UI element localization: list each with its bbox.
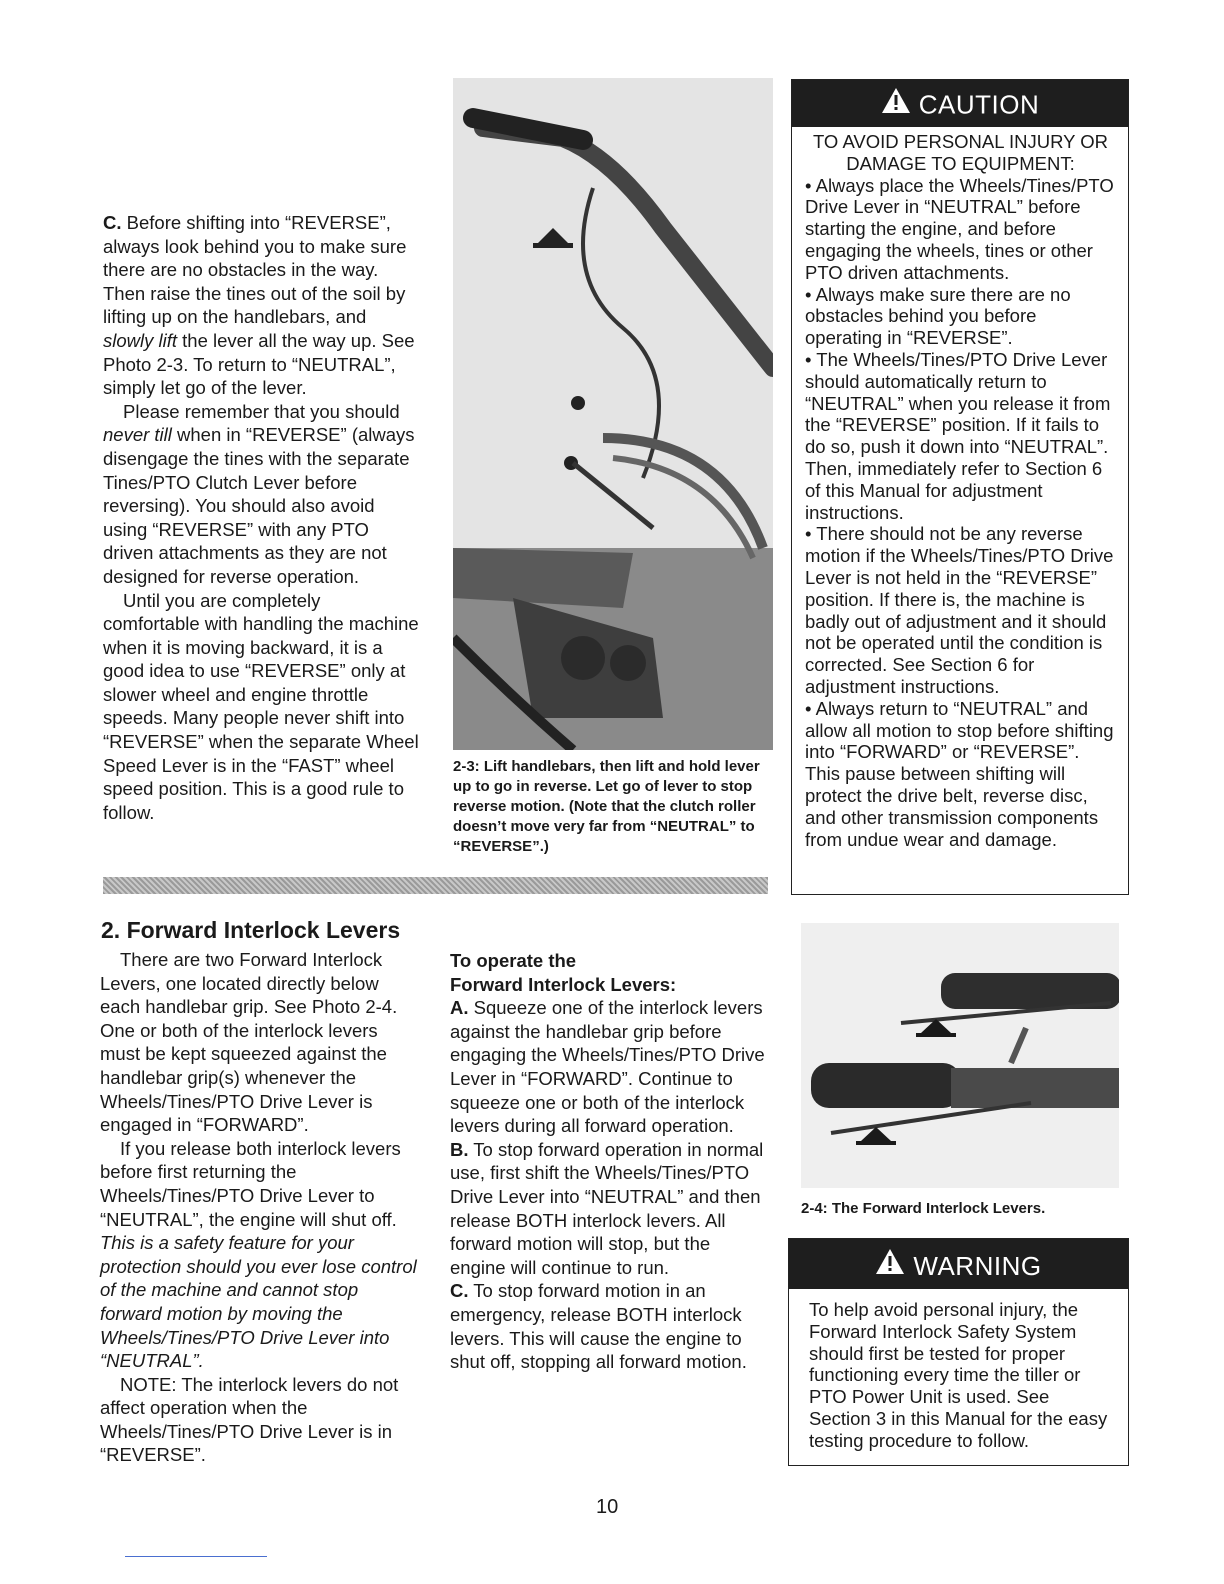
section-c-para-1: C. Before shifting into “REVERSE”, always look behind you to make sure there are no obstacles in the way. Then raise the tines out of the soil by lifting up on the handlebars, and slowly lift the lever all the way up. See Photo 2-3. To return to “NEUTRAL”, simply let go of the lever. [103, 212, 415, 399]
caution-bullet: • Always return to “NEUTRAL” and allow all motion to stop before shifting into “FORWARD” or “REVERSE”. This pause between shifting will protect the drive belt, reverse disc, and other transmission components from undue wear and damage. [805, 697, 1114, 850]
caution-title: CAUTION [918, 89, 1040, 120]
section-2-heading: 2. Forward Interlock Levers [101, 917, 401, 943]
interlock-levers-illustration [801, 923, 1119, 1188]
section-divider [103, 877, 768, 894]
photo-2-4-caption: 2-4: The Forward Interlock Levers. [801, 1200, 1046, 1217]
section-2-text [100, 948, 418, 1467]
caution-bullet: • The Wheels/Tines/PTO Drive Lever should automatically return to “NEUTRAL” when you release it from the “REVERSE” position. If it fails to do so, push it down into “NEUTRAL”. Then, immediately refer to Section 6 of this Manual for adjustment instructions. [805, 348, 1111, 523]
warning-title: WARNING [913, 1251, 1042, 1282]
section-c-text [103, 211, 421, 824]
operate-step-c: C. To stop forward motion in an emergency, release BOTH interlock levers. This will cause the engine to shut off, stopping all forward motion. [450, 1280, 747, 1373]
photo-2-3 [453, 78, 773, 750]
footer-rule [125, 1556, 267, 1557]
caution-bullet: • There should not be any reverse motion if the Wheels/Tines/PTO Drive Lever is not held in the “REVERSE” position. If there is, the machine is badly out of adjustment and it should not be operated until the condition is corrected. See Section 6 for adjustment instructions. [805, 523, 1114, 697]
caution-bullet: • Always make sure there are no obstacles behind you before operating in “REVERSE”. [805, 283, 1071, 349]
photo-2-3-caption: 2-3: Lift handlebars, then lift and hold lever up to go in reverse. Let go of lever to stop reverse motion. (Note that the clutch roller doesn’t move very far from “NEUTRAL” to “REVERSE”.) [453, 758, 760, 855]
photo-2-4 [801, 923, 1119, 1188]
warning-body [789, 1289, 1128, 1452]
page-number: 10 [596, 1496, 619, 1518]
warning-box [788, 1238, 1129, 1466]
warning-text: To help avoid personal injury, the Forward Interlock Safety System should first be tested for proper functioning every time the tiller or PTO Power Unit is used. See Section 3 in this Manual for the easy testing procedure to follow. [809, 1299, 1108, 1451]
operate-step-b: B. To stop forward operation in normal use, first shift the Wheels/Tines/PTO Drive Lever into “NEUTRAL” and then release BOTH interlock levers. All forward motion will stop, but the engine will continue to run. [450, 1138, 764, 1278]
section-2-para-2: If you release both interlock levers before first returning the Wheels/Tines/PTO Drive Lever to “NEUTRAL”, the engine will shut off. This is a safety feature for your protection should you ever lose control of the machine and cannot stop forward motion by moving the Wheels/Tines/PTO Drive Lever into “NEUTRAL”. [100, 1137, 417, 1372]
section-2-para-3: NOTE: The interlock levers do not affect operation when the Wheels/Tines/PTO Drive Lever is in “REVERSE”. [100, 1373, 399, 1466]
tiller-handlebar-illustration [453, 78, 773, 750]
step-label: C. [103, 212, 122, 233]
operate-text [450, 949, 770, 1374]
operate-step-a: A. Squeeze one of the interlock levers against the handlebar grip before engaging the Wheels/Tines/PTO Drive Lever in “FORWARD”. Continue to squeeze one or both of the interlock levers during all forward operation. [450, 997, 765, 1137]
warning-triangle-icon [875, 1241, 905, 1291]
caution-intro: TO AVOID PERSONAL INJURY OR DAMAGE TO EQUIPMENT: [812, 131, 1109, 174]
caution-body [792, 127, 1128, 850]
warning-triangle-icon [881, 82, 911, 129]
section-c-para-3: Until you are completely comfortable with handling the machine when it is moving backward, it is a good idea to use “REVERSE” only at slower wheel and engine throttle speeds. Many people never shift into “REVERSE” when the separate Wheel Speed Lever is in the “FAST” wheel speed position. This is a good rule to follow. [103, 589, 419, 823]
section-c-para-2: Please remember that you should never till when in “REVERSE” (always disengage the tines with the separate Tines/PTO Clutch Lever before reversing). You should also avoid using “REVERSE” with any PTO driven attachments as they are not designed for reverse operation. [103, 400, 415, 587]
warning-banner [789, 1239, 1128, 1289]
caution-box [791, 79, 1129, 895]
section-2-para-1: There are two Forward Interlock Levers, one located directly below each handlebar grip. See Photo 2-4. One or both of the interlock levers must be kept squeezed against the handlebar grip(s) whenever the Wheels/Tines/PTO Drive Lever is engaged in “FORWARD”. [100, 949, 398, 1136]
caution-bullet: • Always place the Wheels/Tines/PTO Drive Lever in “NEUTRAL” before starting the engine, and before engaging the wheels, tines or other PTO driven attachments. [805, 174, 1114, 283]
caution-banner [792, 80, 1128, 127]
operate-heading: To operate the Forward Interlock Levers: [450, 950, 677, 995]
